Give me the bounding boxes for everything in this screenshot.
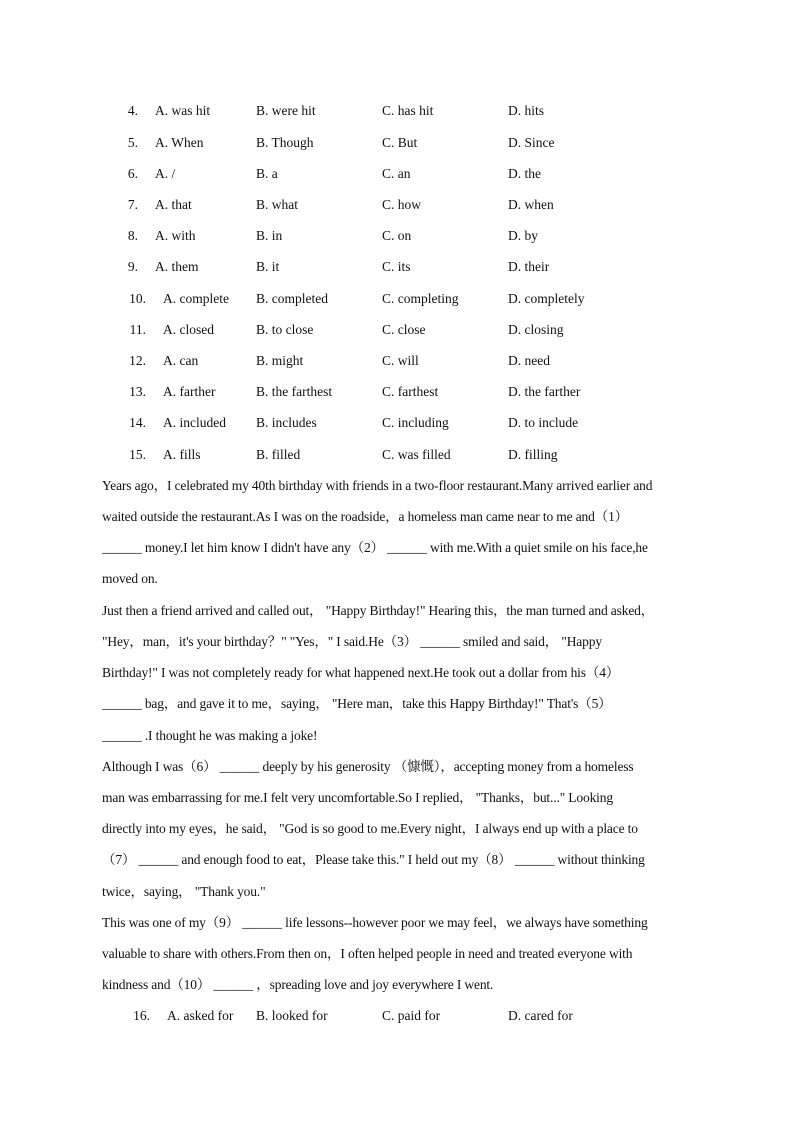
option-a: A. them bbox=[155, 259, 199, 274]
option-c: C. its bbox=[382, 259, 411, 274]
passage-line: kindness and（10） ______ ，spreading love and joy everywhere I went. bbox=[102, 977, 494, 992]
question-row bbox=[0, 226, 794, 246]
question-row bbox=[0, 351, 794, 371]
passage-line: Although I was（6） ______ deeply by his generosity （慷慨），accepting money from a homeless bbox=[102, 759, 634, 774]
option-c: C. But bbox=[382, 135, 418, 150]
question-number: 16. bbox=[133, 1008, 150, 1023]
passage-line: twice，saying， "Thank you." bbox=[102, 884, 266, 899]
option-c: C. completing bbox=[382, 291, 459, 306]
question-row bbox=[0, 1006, 794, 1026]
passage-line: directly into my eyes，he said， "God is so good to me.Every night，I always end up with a place to bbox=[102, 821, 638, 836]
passage-line: （7） ______ and enough food to eat，Please take this." I held out my（8） ______ without thinking bbox=[102, 852, 645, 867]
option-c: C. close bbox=[382, 322, 426, 337]
question-row bbox=[0, 257, 794, 277]
question-row bbox=[0, 445, 794, 465]
option-b: B. what bbox=[256, 197, 298, 212]
option-a: A. included bbox=[163, 415, 226, 430]
option-a: A. fills bbox=[163, 447, 201, 462]
option-d: D. cared for bbox=[508, 1008, 573, 1023]
option-d: D. closing bbox=[508, 322, 564, 337]
option-c: C. has hit bbox=[382, 103, 434, 118]
question-number: 9. bbox=[127, 259, 138, 274]
option-b: B. in bbox=[256, 228, 283, 243]
option-a: A. can bbox=[163, 353, 199, 368]
option-b: B. a bbox=[256, 166, 278, 181]
option-a: A. farther bbox=[163, 384, 216, 399]
question-number: 5. bbox=[127, 135, 138, 150]
passage-line: This was one of my（9） ______ life lessons--however poor we may feel，we always have something bbox=[102, 915, 648, 930]
option-b: B. filled bbox=[256, 447, 301, 462]
option-b: B. it bbox=[256, 259, 280, 274]
option-b: B. Though bbox=[256, 135, 314, 150]
question-number: 12. bbox=[129, 353, 146, 368]
question-number: 4. bbox=[127, 103, 138, 118]
question-row bbox=[0, 195, 794, 215]
option-c: C. how bbox=[382, 197, 422, 212]
option-c: C. paid for bbox=[382, 1008, 441, 1023]
option-c: C. an bbox=[382, 166, 411, 181]
question-number: 8. bbox=[127, 228, 138, 243]
option-a: A. When bbox=[155, 135, 204, 150]
question-number: 11. bbox=[129, 322, 146, 337]
question-row bbox=[0, 320, 794, 340]
passage-line: ______ .I thought he was making a joke! bbox=[102, 728, 318, 743]
option-c: C. on bbox=[382, 228, 412, 243]
passage-line: Years ago，I celebrated my 40th birthday with friends in a two-floor restaurant.Many arrived earlier and bbox=[102, 478, 653, 493]
question-number: 13. bbox=[129, 384, 146, 399]
option-b: B. might bbox=[256, 353, 304, 368]
passage-line: ______ money.I let him know I didn't have any（2） ______ with me.With a quiet smile on his face,he bbox=[102, 540, 648, 555]
option-c: C. including bbox=[382, 415, 449, 430]
passage-line: "Hey，man，it's your birthday？" "Yes，" I said.He（3） ______ smiled and said， "Happy bbox=[102, 634, 602, 649]
option-b: B. looked for bbox=[256, 1008, 328, 1023]
passage-line: waited outside the restaurant.As I was on the roadside，a homeless man came near to me and（1） bbox=[102, 509, 629, 524]
passage-line: man was embarrassing for me.I felt very uncomfortable.So I replied， "Thanks，but..." Looking bbox=[102, 790, 613, 805]
option-d: D. by bbox=[508, 228, 538, 243]
option-d: D. Since bbox=[508, 135, 555, 150]
option-d: D. their bbox=[508, 259, 550, 274]
option-b: B. completed bbox=[256, 291, 328, 306]
question-number: 15. bbox=[129, 447, 146, 462]
option-a: A. that bbox=[155, 197, 192, 212]
question-row bbox=[0, 164, 794, 184]
option-a: A. asked for bbox=[167, 1008, 234, 1023]
option-d: D. when bbox=[508, 197, 554, 212]
question-number: 14. bbox=[129, 415, 146, 430]
option-d: D. to include bbox=[508, 415, 579, 430]
option-d: D. filling bbox=[508, 447, 558, 462]
question-row bbox=[0, 382, 794, 402]
question-row bbox=[0, 101, 794, 121]
question-number: 7. bbox=[127, 197, 138, 212]
option-b: B. includes bbox=[256, 415, 317, 430]
passage-line: ______ bag，and gave it to me，saying， "Here man，take this Happy Birthday!" That's（5） bbox=[102, 696, 612, 711]
passage-line: valuable to share with others.From then on，I often helped people in need and treated everyone with bbox=[102, 946, 633, 961]
question-row bbox=[0, 289, 794, 309]
passage-line: Birthday!" I was not completely ready for what happened next.He took out a dollar from his（4） bbox=[102, 665, 620, 680]
option-b: B. were hit bbox=[256, 103, 316, 118]
option-a: A. with bbox=[155, 228, 196, 243]
question-row bbox=[0, 133, 794, 153]
passage-line: Just then a friend arrived and called out， "Happy Birthday!" Hearing this，the man turned and asked， bbox=[102, 603, 655, 618]
option-c: C. was filled bbox=[382, 447, 451, 462]
question-number: 6. bbox=[127, 166, 138, 181]
question-row bbox=[0, 413, 794, 433]
option-a: A. closed bbox=[163, 322, 214, 337]
passage-line: moved on. bbox=[102, 571, 158, 586]
option-d: D. hits bbox=[508, 103, 545, 118]
option-b: B. the farthest bbox=[256, 384, 333, 399]
option-a: A. was hit bbox=[155, 103, 211, 118]
option-a: A. complete bbox=[163, 291, 229, 306]
option-d: D. the farther bbox=[508, 384, 581, 399]
option-d: D. need bbox=[508, 353, 550, 368]
option-d: D. completely bbox=[508, 291, 585, 306]
option-c: C. will bbox=[382, 353, 419, 368]
option-b: B. to close bbox=[256, 322, 314, 337]
option-c: C. farthest bbox=[382, 384, 439, 399]
option-d: D. the bbox=[508, 166, 541, 181]
option-a: A. / bbox=[155, 166, 176, 181]
question-number: 10. bbox=[129, 291, 146, 306]
